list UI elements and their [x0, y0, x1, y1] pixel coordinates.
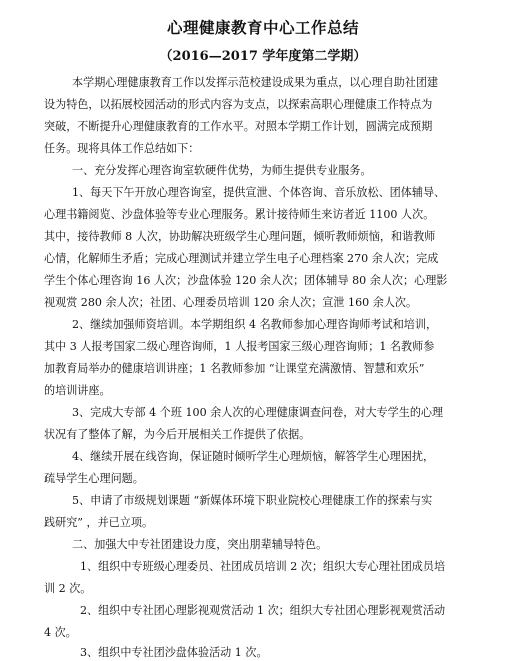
text-line: 4、继续开展在线咨询，保证随时倾听学生心理烦恼，解答学生心理困扰， [72, 450, 435, 463]
text-line: 突破，不断提升心理健康教育的工作水平。对照本学期工作计划，圆满完成预期 [44, 120, 433, 133]
text-line: 其中，接待教师 8 人次，协助解决班级学生心理问题，倾听教师烦恼，和谐教师 [44, 230, 436, 243]
text-line: 其中 3 人报考国家二级心理咨询师，1 人报考国家三级心理咨询师；1 名教师参 [44, 340, 435, 353]
text-line: 视观赏 280 余人次；社团、心理委员培训 120 余人次；宣泄 160 余人次。 [44, 296, 418, 309]
text-line: 设为特色，以拓展校园活动的形式内容为支点，以探索高职心理健康工作特点为 [44, 98, 433, 111]
text-line: 2、继续加强师资培训。本学期组织 4 名教师参加心理咨询师考试和培训， [72, 318, 438, 331]
text-line: 践研究” ，并已立项。 [44, 516, 154, 529]
text-line: 训 2 次。 [44, 582, 92, 595]
text-line: 疏导学生心理问题。 [44, 472, 144, 485]
text-line: 状况有了整体了解，为今后开展相关工作提供了依据。 [44, 428, 311, 441]
text-line: 3、完成大专部 4 个班 100 余人次的心理健康调查问卷，对大专学生的心理 [72, 406, 444, 419]
section-heading: 一、充分发挥心理咨询室软硬件优势，为师生提供专业服务。 [72, 164, 372, 177]
section-heading: 二、加强大中专社团建设力度，突出朋辈辅导特色。 [72, 538, 328, 551]
text-line: 1、每天下午开放心理咨询室，提供宣泄、个体咨询、音乐放松、团体辅导、 [72, 186, 446, 199]
text-line: 加教育局举办的健康培训讲座；1 名教师参加 “让课堂充满激情、智慧和欢乐” [44, 362, 425, 375]
text-line: 本学期心理健康教育工作以发挥示范校建设成果为重点，以心理自助社团建 [72, 76, 439, 89]
text-line: 3、组织中专社团沙盘体验活动 1 次。 [80, 646, 268, 659]
text-line: 学生个体心理咨询 16 人次；沙盘体验 120 余人次；团体辅导 80 余人次；心理影 [44, 274, 448, 287]
text-line: 任务。现将具体工作总结如下： [44, 142, 200, 155]
text-line: 1、组织中专班级心理委员、社团成员培训 2 次；组织大专心理社团成员培 [80, 560, 446, 573]
text-line: 4 次。 [44, 626, 77, 639]
text-line: 心情，化解师生矛盾；完成心理测试并建立学生电子心理档案 270 余人次；完成 [44, 252, 439, 265]
document-subtitle: （2016—2017 学年度第二学期） [159, 49, 367, 64]
text-line: 的培训讲座。 [44, 384, 111, 397]
text-line: 心理书籍阅览、沙盘体验等专业心理服务。累计接待师生来访者近 1100 人次。 [44, 208, 435, 221]
text-line: 5、申请了市级规划课题 “新媒体环境下职业院校心理健康工作的探索与实 [72, 494, 433, 507]
text-line: 2、组织中专社团心理影视观赏活动 1 次；组织大专社团心理影视观赏活动 [80, 604, 446, 617]
document-title: 心理健康教育中心工作总结 [166, 19, 359, 37]
